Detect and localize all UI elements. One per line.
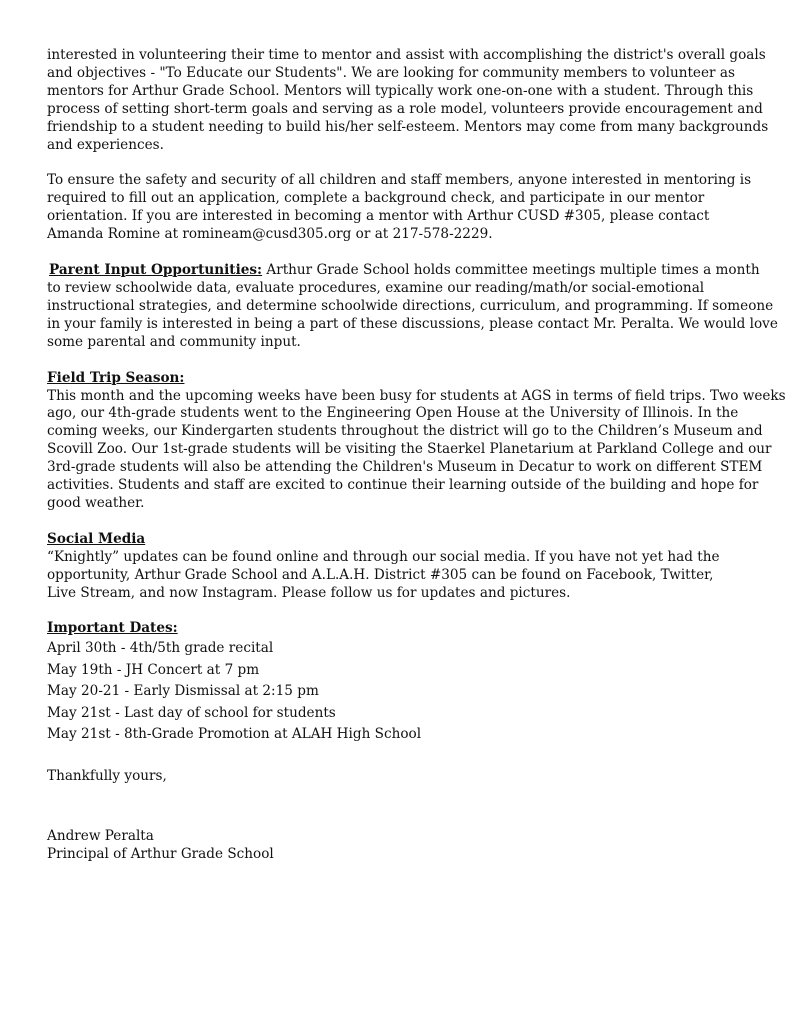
mentoring-line: friendship to a student needing to build his/her self-esteem. Mentors may come from many backgrounds bbox=[47, 118, 769, 135]
field-trip-line: good weather. bbox=[47, 494, 145, 511]
field-trip-line: 3rd-grade students will also be attending the Children's Museum in Decatur to work on different STEM bbox=[47, 459, 763, 476]
closing-salutation bbox=[47, 768, 747, 786]
parent-input-line: instructional strategies, and determine schoolwide directions, curriculum, and programming. If someone bbox=[47, 297, 774, 314]
field-trip-line: ago, our 4th-grade students went to the Engineering Open House at the University of Illinois. In the bbox=[47, 405, 739, 422]
field-trip-heading: Field Trip Season: bbox=[47, 369, 185, 386]
field-trip-line: coming weeks, our Kindergarten students throughout the district will go to the Children’s Museum and bbox=[47, 423, 763, 440]
safety-line: required to fill out an application, complete a background check, and participate in our mentor bbox=[47, 190, 705, 207]
important-dates-heading: Important Dates: bbox=[47, 620, 178, 637]
date-item: May 19th - JH Concert at 7 pm bbox=[47, 661, 260, 678]
safety-paragraph bbox=[47, 172, 752, 244]
letter-page bbox=[47, 47, 786, 864]
parent-input-line: some parental and community input. bbox=[47, 333, 301, 350]
mentoring-line: interested in volunteering their time to mentor and assist with accomplishing the district's overall goals bbox=[47, 47, 766, 63]
date-item: May 21st - Last day of school for students bbox=[47, 704, 336, 721]
social-media-heading: Social Media bbox=[47, 530, 146, 547]
mentoring-paragraph bbox=[47, 47, 769, 154]
parent-input-heading: Parent Input Opportunities: bbox=[49, 262, 263, 279]
salutation-text: Thankfully yours, bbox=[47, 768, 167, 785]
mentoring-line: mentors for Arthur Grade School. Mentors will typically work one-on-one with a student. Through this bbox=[47, 82, 754, 99]
safety-line: To ensure the safety and security of all children and staff members, anyone interested in mentoring is bbox=[47, 172, 752, 189]
social-media-section bbox=[47, 531, 747, 603]
parent-input-first-line-text: Arthur Grade School holds committee meetings multiple times a month bbox=[262, 262, 760, 279]
parent-input-line: in your family is interested in being a part of these discussions, please contact Mr. Peralta. We would love bbox=[47, 315, 778, 332]
date-item: May 21st - 8th-Grade Promotion at ALAH High School bbox=[47, 726, 422, 742]
signer-title: Principal of Arthur Grade School bbox=[47, 846, 274, 863]
field-trip-line: This month and the upcoming weeks have been busy for students at AGS in terms of field trips. Two weeks bbox=[47, 387, 786, 404]
mentoring-line: process of setting short-term goals and serving as a role model, volunteers provide encouragement and bbox=[47, 100, 763, 117]
date-item: April 30th - 4th/5th grade recital bbox=[47, 640, 274, 657]
social-media-line: “Knightly” updates can be found online and through our social media. If you have not yet had the bbox=[47, 548, 720, 565]
safety-line: orientation. If you are interested in becoming a mentor with Arthur CUSD #305, please contact bbox=[47, 208, 710, 225]
mentoring-line: and objectives - "To Educate our Students". We are looking for community members to volunteer as bbox=[47, 64, 735, 81]
signer-name: Andrew Peralta bbox=[47, 828, 154, 845]
important-dates-section bbox=[47, 620, 747, 745]
field-trip-line: activities. Students and staff are excited to continue their learning outside of the building and hope for bbox=[47, 477, 759, 494]
social-media-line: Live Stream, and now Instagram. Please follow us for updates and pictures. bbox=[47, 584, 571, 601]
date-item: May 20-21 - Early Dismissal at 2:15 pm bbox=[47, 683, 319, 700]
important-dates-list bbox=[47, 638, 747, 745]
field-trip-line: Scovill Zoo. Our 1st-grade students will be visiting the Staerkel Planetarium at Parkland College and our bbox=[47, 441, 772, 458]
safety-line: Amanda Romine at romineam@cusd305.org or at 217-578-2229. bbox=[47, 226, 493, 243]
parent-input-line: to review schoolwide data, evaluate procedures, examine our reading/math/or social-emotional bbox=[47, 279, 705, 296]
parent-input-first-line bbox=[47, 262, 760, 280]
social-media-line: opportunity, Arthur Grade School and A.L.A.H. District #305 can be found on Facebook, Twitter, bbox=[47, 566, 714, 583]
signature-block bbox=[47, 828, 747, 864]
parent-input-section bbox=[47, 262, 778, 352]
field-trip-section bbox=[47, 369, 786, 513]
mentoring-line: and experiences. bbox=[47, 136, 164, 153]
